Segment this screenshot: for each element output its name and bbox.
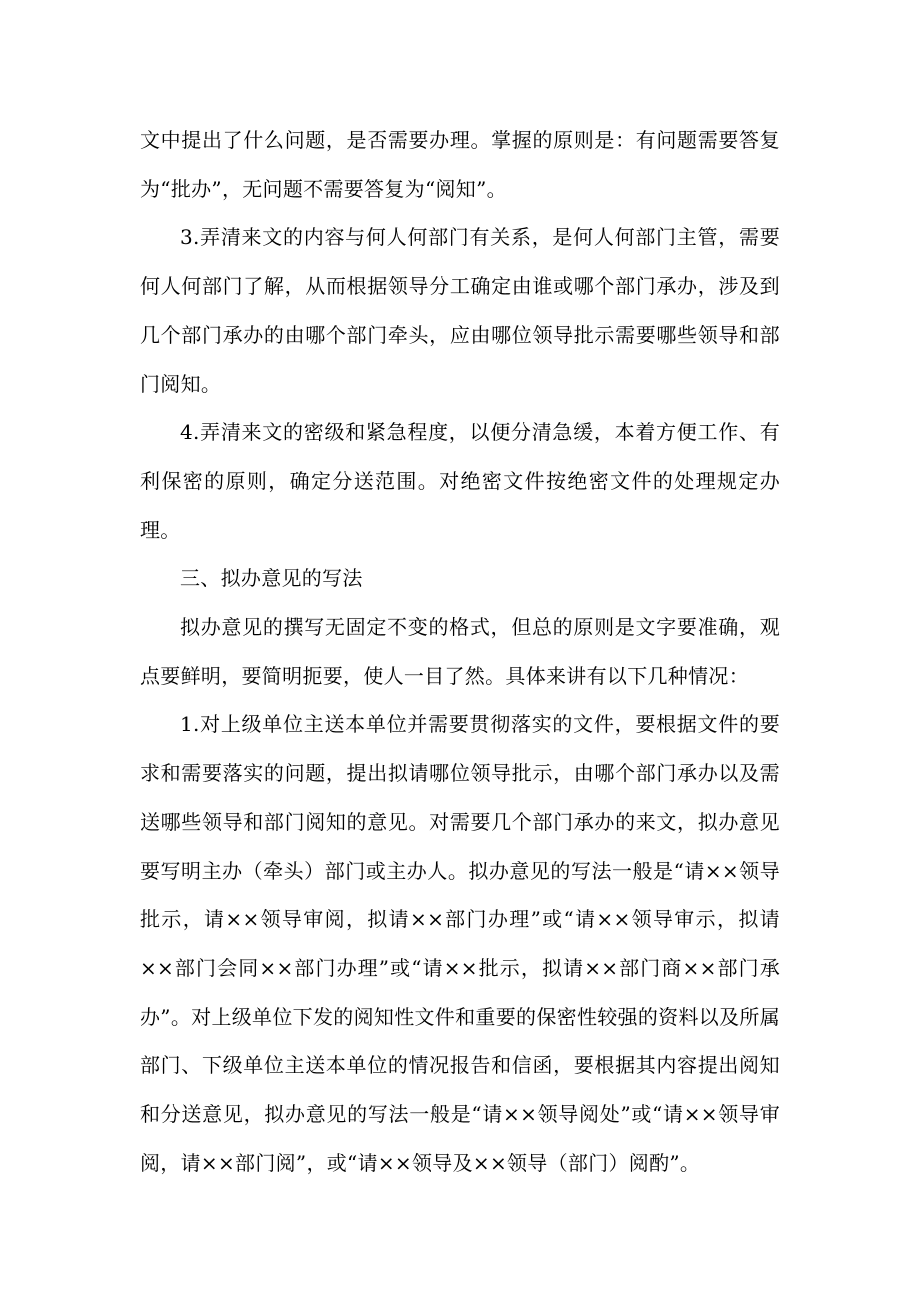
document-page [140, 116, 780, 1187]
paragraph-continuation: 文中提出了什么问题，是否需要办理。掌握的原则是：有问题需要答复为“批办”，无问题不需要答复为“阅知”。 [140, 128, 780, 201]
paragraph-item-4: 4.弄清来文的密级和紧急程度，以便分清急缓，本着方便工作、有利保密的原则，确定分送范围。对绝密文件按绝密文件的处理规定办理。 [140, 420, 780, 542]
paragraph-item-3: 3.弄清来文的内容与何人何部门有关系，是何人何部门主管，需要何人何部门了解，从而根据领导分工确定由谁或哪个部门承办，涉及到几个部门承办的由哪个部门牵头，应由哪位领导批示需要哪些领导和部门阅知。 [140, 225, 780, 396]
section-heading: 三、拟办意见的写法 [180, 566, 363, 591]
paragraph-item-1: 1.对上级单位主送本单位并需要贯彻落实的文件，要根据文件的要求和需要落实的问题，提出拟请哪位领导批示，由哪个部门承办以及需送哪些领导和部门阅知的意见。对需要几个部门承办的来文，拟办意见要写明主办（牵头）部门或主办人。拟办意见的写法一般是“请××领导批示，请××领导审阅，拟请××部门办理”或“请××领导审示，拟请××部门会同××部门办理”或“请××批示，拟请××部门商××部门承办”。对上级单位下发的阅知性文件和重要的保密性较强的资料以及所属部门、下级单位主送本单位的情况报告和信函，要根据其内容提出阅知和分送意见，拟办意见的写法一般是“请××领导阅处”或“请××领导审阅，请××部门阅”，或“请××领导及××领导（部门）阅酌”。 [140, 712, 780, 1175]
paragraph-intro: 拟办意见的撰写无固定不变的格式，但总的原则是文字要准确，观点要鲜明，要简明扼要，使人一目了然。具体来讲有以下几种情况： [140, 615, 780, 688]
